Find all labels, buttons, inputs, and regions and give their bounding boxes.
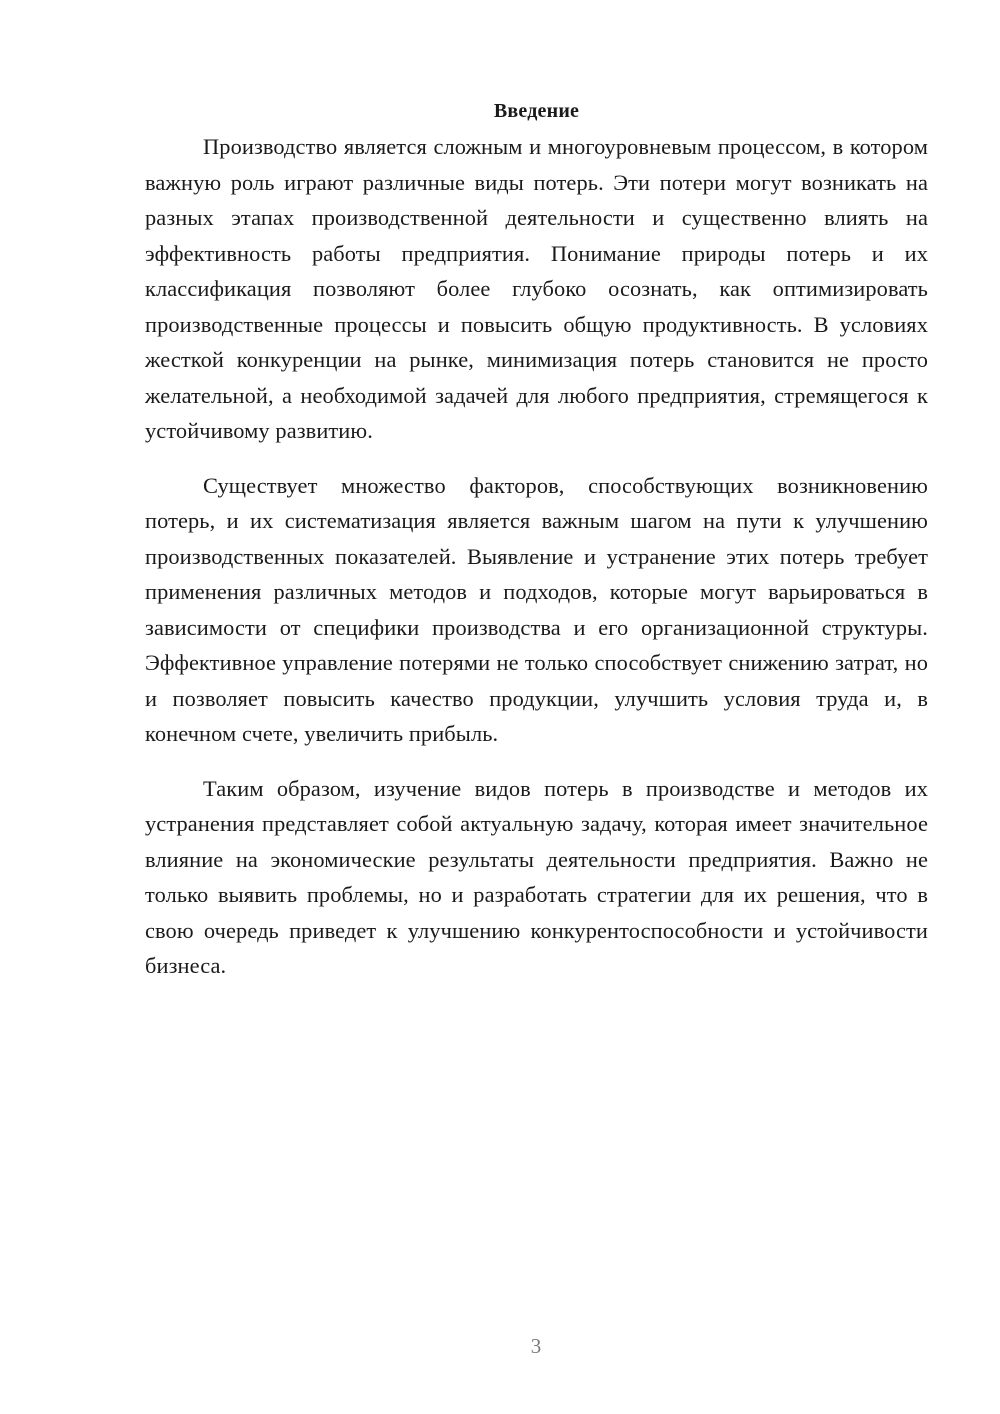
paragraph-2: Существует множество факторов, способствующих возникновению потерь, и их систематизация является важным шагом на пути к улучшению производственных показателей. Выявление и устранение этих потерь требует применения различных методов и подходов, которые могут варьироваться в зависимости от специфики производства и его организационной структуры. Эффективное управление потерями не только способствует снижению затрат, но и позволяет повысить качество продукции, улучшить условия труда и, в конечном счете, увеличить прибыль. (145, 472, 928, 746)
paragraph-3: Таким образом, изучение видов потерь в производстве и методов их устранения представляет собой актуальную задачу, которая имеет значительное влияние на экономические результаты деятельности предприятия. Важно не только выявить проблемы, но и разработать стратегии для их решения, что в свою очередь приведет к улучшению конкурентоспособности и устойчивости бизнеса. (145, 775, 928, 978)
page-number: 3 (530, 1334, 542, 1358)
page-content (145, 96, 928, 1003)
section-heading: Введение (493, 100, 580, 122)
paragraph-1: Производство является сложным и многоуровневым процессом, в котором важную роль играют различные виды потерь. Эти потери могут возникать на разных этапах производственной деятельности и существенно влиять на эффективность работы предприятия. Понимание природы потерь и их классификация позволяют более глубоко осознать, как оптимизировать производственные процессы и повысить общую продуктивность. В условиях жесткой конкуренции на рынке, минимизация потерь становится не просто желательной, а необходимой задачей для любого предприятия, стремящегося к устойчивому развитию. (145, 134, 928, 443)
